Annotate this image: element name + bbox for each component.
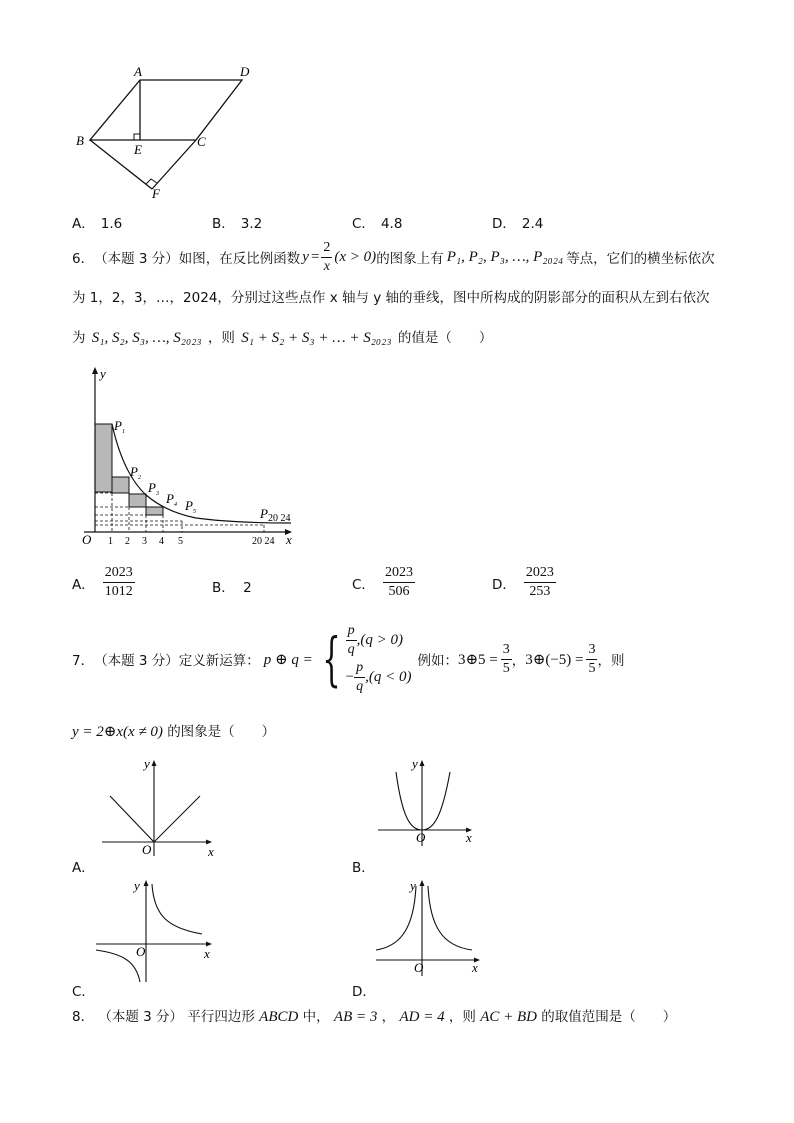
label-b: B bbox=[76, 133, 84, 148]
q8-text: 的取值范围是（ ） bbox=[541, 1009, 677, 1025]
case-2-fraction: $\frac{p}{q}$ bbox=[356, 660, 364, 694]
q8-line-1 bbox=[72, 1005, 676, 1026]
point-p4: $P_4$ bbox=[166, 491, 177, 508]
q7-piecewise-brace: { bbox=[321, 625, 341, 693]
q7-example-1: 3⊕5 = bbox=[457, 651, 498, 668]
segment-bf bbox=[90, 140, 152, 189]
q7-option-b-label[interactable]: B． bbox=[352, 860, 375, 876]
q7-example-1-fraction: $\frac{3}{5}$ bbox=[502, 641, 510, 676]
q6-option-d[interactable] bbox=[492, 566, 556, 599]
q8-text: ，则 bbox=[448, 1009, 476, 1025]
q7-cases bbox=[346, 624, 412, 694]
tick-3: 3 bbox=[142, 536, 147, 547]
option-letter: D． bbox=[492, 576, 516, 593]
q8-separator: ， bbox=[381, 1009, 396, 1025]
q7-graph-b[interactable] bbox=[374, 756, 484, 848]
question-number: 8． bbox=[72, 1009, 95, 1025]
point-p1: $P_1$ bbox=[114, 418, 125, 435]
y-label: y bbox=[100, 366, 106, 381]
q6-option-c[interactable] bbox=[352, 566, 415, 599]
q8-ad: AD = 4 bbox=[399, 1009, 445, 1025]
q5-option-d[interactable] bbox=[492, 212, 543, 232]
q7-example-2: 3⊕(−5) = bbox=[525, 651, 584, 668]
q8-ab: AB = 3 bbox=[333, 1009, 378, 1025]
q6-text: 等点，它们的横坐标依次 bbox=[566, 251, 715, 267]
option-value: 4.8 bbox=[380, 216, 403, 232]
origin-label: O bbox=[82, 532, 92, 547]
q7-option-c-label[interactable]: C． bbox=[72, 984, 95, 1000]
option-value: 2.4 bbox=[521, 216, 544, 232]
shaded-s3 bbox=[129, 494, 146, 507]
q6-line-3 bbox=[72, 326, 492, 347]
tick-2: 2 bbox=[125, 536, 130, 547]
q7-text: ，则 bbox=[597, 653, 625, 669]
q5-parallelogram-figure bbox=[60, 58, 280, 208]
q6-line-2: 为 1，2，3，…，2024，分别过这些点作 x 轴与 y 轴的垂线，图中所构成的阴影部分的面积从左到右依次 bbox=[72, 290, 710, 306]
svg-text:O: O bbox=[136, 944, 146, 959]
question-score: （本题 3 分） bbox=[94, 653, 179, 669]
q6-text: ，则 bbox=[207, 330, 235, 346]
option-value: 3.2 bbox=[240, 216, 263, 232]
q7-option-a-label[interactable]: A． bbox=[72, 860, 95, 876]
q6-func-fraction: $\frac{2}{x}$ bbox=[323, 239, 331, 274]
shaded-s2 bbox=[112, 477, 129, 493]
svg-text:O: O bbox=[416, 830, 426, 845]
option-letter: C． bbox=[352, 216, 375, 232]
point-p2: $P_2$ bbox=[130, 464, 141, 481]
shaded-s4 bbox=[146, 507, 163, 515]
q7-example-2-fraction: $\frac{3}{5}$ bbox=[588, 641, 596, 676]
q6-func-eq: = bbox=[310, 248, 320, 265]
svg-text:y: y bbox=[134, 878, 140, 893]
q7-text: 定义新运算： bbox=[178, 653, 260, 669]
question-score: （本题 3 分） bbox=[98, 1009, 184, 1025]
question-score: （本题 3 分） bbox=[94, 251, 179, 267]
point-p3: $P_3$ bbox=[148, 480, 159, 497]
label-a: A bbox=[134, 64, 142, 79]
point-p5: $P_5$ bbox=[185, 498, 196, 515]
case-2-condition: ,(q < 0) bbox=[365, 669, 412, 685]
svg-text:y: y bbox=[412, 756, 418, 771]
right-angle-f bbox=[146, 179, 157, 184]
segment-cf bbox=[152, 140, 196, 189]
q8-text: 平行四边形 bbox=[187, 1009, 255, 1025]
option-value: 2 bbox=[243, 580, 252, 596]
tick-1: 1 bbox=[108, 536, 113, 547]
y-axis-arrow bbox=[92, 367, 98, 374]
svg-text:y: y bbox=[410, 878, 416, 893]
q7-case-2 bbox=[346, 661, 412, 694]
q6-option-a[interactable] bbox=[72, 566, 135, 599]
q8-text: 中， bbox=[302, 1009, 330, 1025]
q6-inverse-function-graph bbox=[76, 364, 316, 548]
option-letter: B． bbox=[212, 580, 235, 596]
q7-function: y = 2⊕x(x ≠ 0) bbox=[72, 724, 163, 740]
svg-text:O: O bbox=[142, 842, 152, 857]
svg-text:x: x bbox=[472, 960, 478, 975]
q7-graph-a[interactable] bbox=[96, 756, 226, 862]
right-angle-e bbox=[134, 134, 140, 140]
option-fraction: $\frac{2023}{506}$ bbox=[384, 565, 413, 599]
option-letter: B． bbox=[212, 216, 235, 232]
q7-operation: p ⊕ q = bbox=[263, 651, 313, 668]
case-1-fraction: $\frac{p}{q}$ bbox=[347, 623, 355, 657]
q6-option-b[interactable] bbox=[212, 576, 252, 596]
svg-text:x: x bbox=[466, 830, 472, 845]
label-c: C bbox=[197, 134, 206, 149]
question-number: 6． bbox=[72, 251, 95, 267]
parallelogram-abcd bbox=[90, 80, 242, 140]
tick-4: 4 bbox=[159, 536, 164, 547]
q6-text: 的值是（ ） bbox=[397, 330, 493, 346]
q5-option-b[interactable] bbox=[212, 212, 262, 232]
option-fraction: $\frac{2023}{1012}$ bbox=[104, 565, 133, 599]
option-fraction: $\frac{2023}{253}$ bbox=[525, 565, 554, 599]
q6-text: 的图象上有 bbox=[376, 251, 444, 267]
q7-line-1 bbox=[72, 616, 624, 702]
q8-abcd: ABCD bbox=[259, 1009, 299, 1025]
case-1-condition: ,(q > 0) bbox=[356, 632, 403, 648]
q6-areas: S₁, S₂, S₃, …, S₂₀₂₃ bbox=[91, 330, 202, 346]
q6-func-y: y bbox=[302, 248, 309, 265]
q7-separator: ， bbox=[511, 653, 526, 669]
q5-option-c[interactable] bbox=[352, 212, 402, 232]
option-letter: A． bbox=[72, 576, 95, 593]
x-label: x bbox=[286, 532, 292, 547]
option-value: 1.6 bbox=[100, 216, 123, 232]
q7-text: 的图象是（ ） bbox=[167, 724, 276, 740]
q6-func-condition: (x > 0) bbox=[334, 248, 377, 265]
q6-line-1 bbox=[72, 240, 715, 274]
tick-5: 5 bbox=[178, 536, 183, 547]
q7-option-d-label[interactable]: D． bbox=[352, 984, 376, 1000]
question-number: 7． bbox=[72, 653, 95, 669]
point-p2024: $P_{20 24}$ bbox=[260, 506, 291, 524]
q5-option-a[interactable] bbox=[72, 212, 122, 232]
q7-text: 例如： bbox=[417, 653, 458, 669]
q8-acbd: AC + BD bbox=[480, 1009, 537, 1025]
label-e: E bbox=[134, 142, 142, 157]
q7-graph-d[interactable] bbox=[372, 876, 492, 980]
option-letter: C． bbox=[352, 576, 375, 593]
option-letter: A． bbox=[72, 216, 95, 232]
q7-line-2 bbox=[72, 720, 275, 741]
q6-sum: S₁ + S₂ + S₃ + … + S₂₀₂₃ bbox=[241, 330, 392, 346]
shaded-s1 bbox=[95, 424, 112, 492]
svg-text:x: x bbox=[208, 844, 214, 859]
q6-text: 为 bbox=[72, 330, 86, 346]
tick-2024: 20 24 bbox=[252, 536, 275, 547]
svg-text:O: O bbox=[414, 960, 424, 975]
case-2-sign: − bbox=[345, 669, 355, 685]
q7-case-1 bbox=[346, 624, 412, 657]
q6-points: P₁, P₂, P₃, …, P₂₀₂₄ bbox=[446, 248, 564, 265]
label-f: F bbox=[152, 186, 160, 201]
label-d: D bbox=[240, 64, 250, 79]
dashed-guides bbox=[95, 493, 264, 532]
svg-text:x: x bbox=[204, 946, 210, 961]
q6-text: 如图，在反比例函数 bbox=[178, 251, 301, 267]
q7-graph-c[interactable] bbox=[92, 876, 222, 986]
svg-text:y: y bbox=[144, 756, 150, 771]
option-letter: D． bbox=[492, 216, 516, 232]
